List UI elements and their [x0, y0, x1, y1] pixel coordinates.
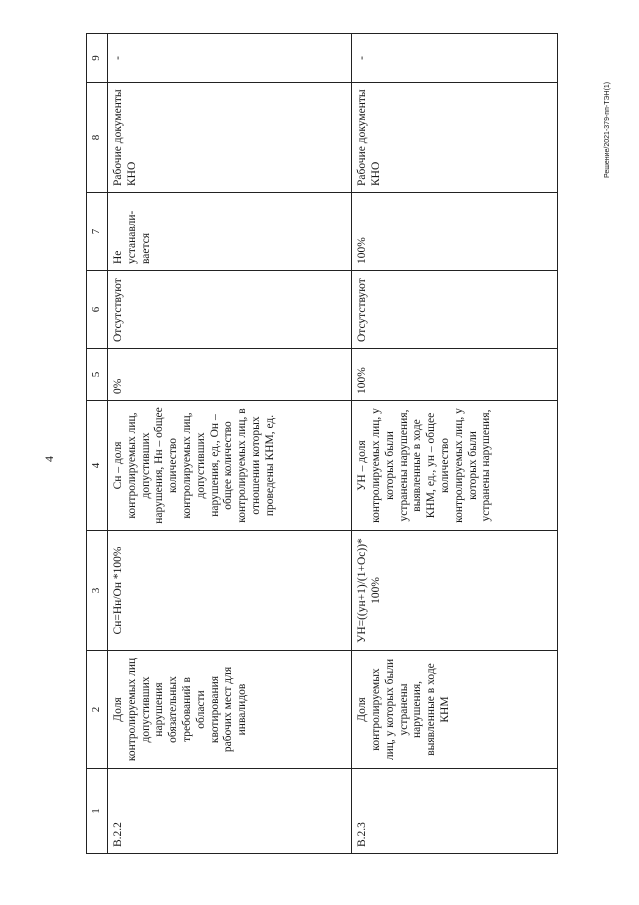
formula-description: УН – доля контролируемых лиц, у которых были устранены нарушения, выявленные в ходе КНМ, ед., ун – общее количество контролируемых лиц, у которых были устранены нарушения, [352, 401, 558, 531]
header-cell-2: 2 [87, 651, 108, 769]
header-row [87, 34, 108, 854]
cell-col9: - [108, 34, 352, 83]
cell-col6: Отсутствуют [108, 271, 352, 349]
header-cell-5: 5 [87, 349, 108, 401]
indicator-table-container [86, 34, 558, 854]
cell-col6: Отсутствуют [352, 271, 558, 349]
indicator-name: Доля контролируемых лиц допустивших нарушения обязательных требований в области квотирования рабочих мест для инвалидов [108, 651, 352, 769]
cell-col9: - [352, 34, 558, 83]
header-cell-4: 4 [87, 401, 108, 531]
document-code: Решение/2021-379-пп-ТЭН(1) [604, 81, 611, 178]
page-number: 4 [42, 456, 56, 462]
indicator-code: В.2.3 [352, 769, 558, 854]
indicator-value: 0% [108, 349, 352, 401]
table-row [352, 34, 558, 854]
header-cell-8: 8 [87, 83, 108, 193]
indicator-value: 100% [352, 349, 558, 401]
source: Рабочие документы КНО [352, 83, 558, 193]
indicator-code: В.2.2 [108, 769, 352, 854]
header-cell-1: 1 [87, 769, 108, 854]
formula: УН=((ун+1)/(1+Ос))* 100% [352, 531, 558, 651]
header-cell-9: 9 [87, 34, 108, 83]
indicator-name: Доля контролируемых лиц, у которых были устранены нарушения, выявленные в ходе КНМ [352, 651, 558, 769]
target-value: Не устанавли-вается [108, 193, 352, 271]
header-cell-7: 7 [87, 193, 108, 271]
target-value: 100% [352, 193, 558, 271]
formula: Сн=Нн/Он *100% [108, 531, 352, 651]
header-cell-3: 3 [87, 531, 108, 651]
table-row [108, 34, 352, 854]
header-cell-6: 6 [87, 271, 108, 349]
indicator-table [86, 33, 558, 854]
formula-description: Сн – доля контролируемых лиц, допустивших нарушения, Нн – общее количество контролируемых лиц, допустивших нарушения, ед., Он – общее количество контролируемых лиц, в отношении которых проведены КНМ, ед. [108, 401, 352, 531]
source: Рабочие документы КНО [108, 83, 352, 193]
